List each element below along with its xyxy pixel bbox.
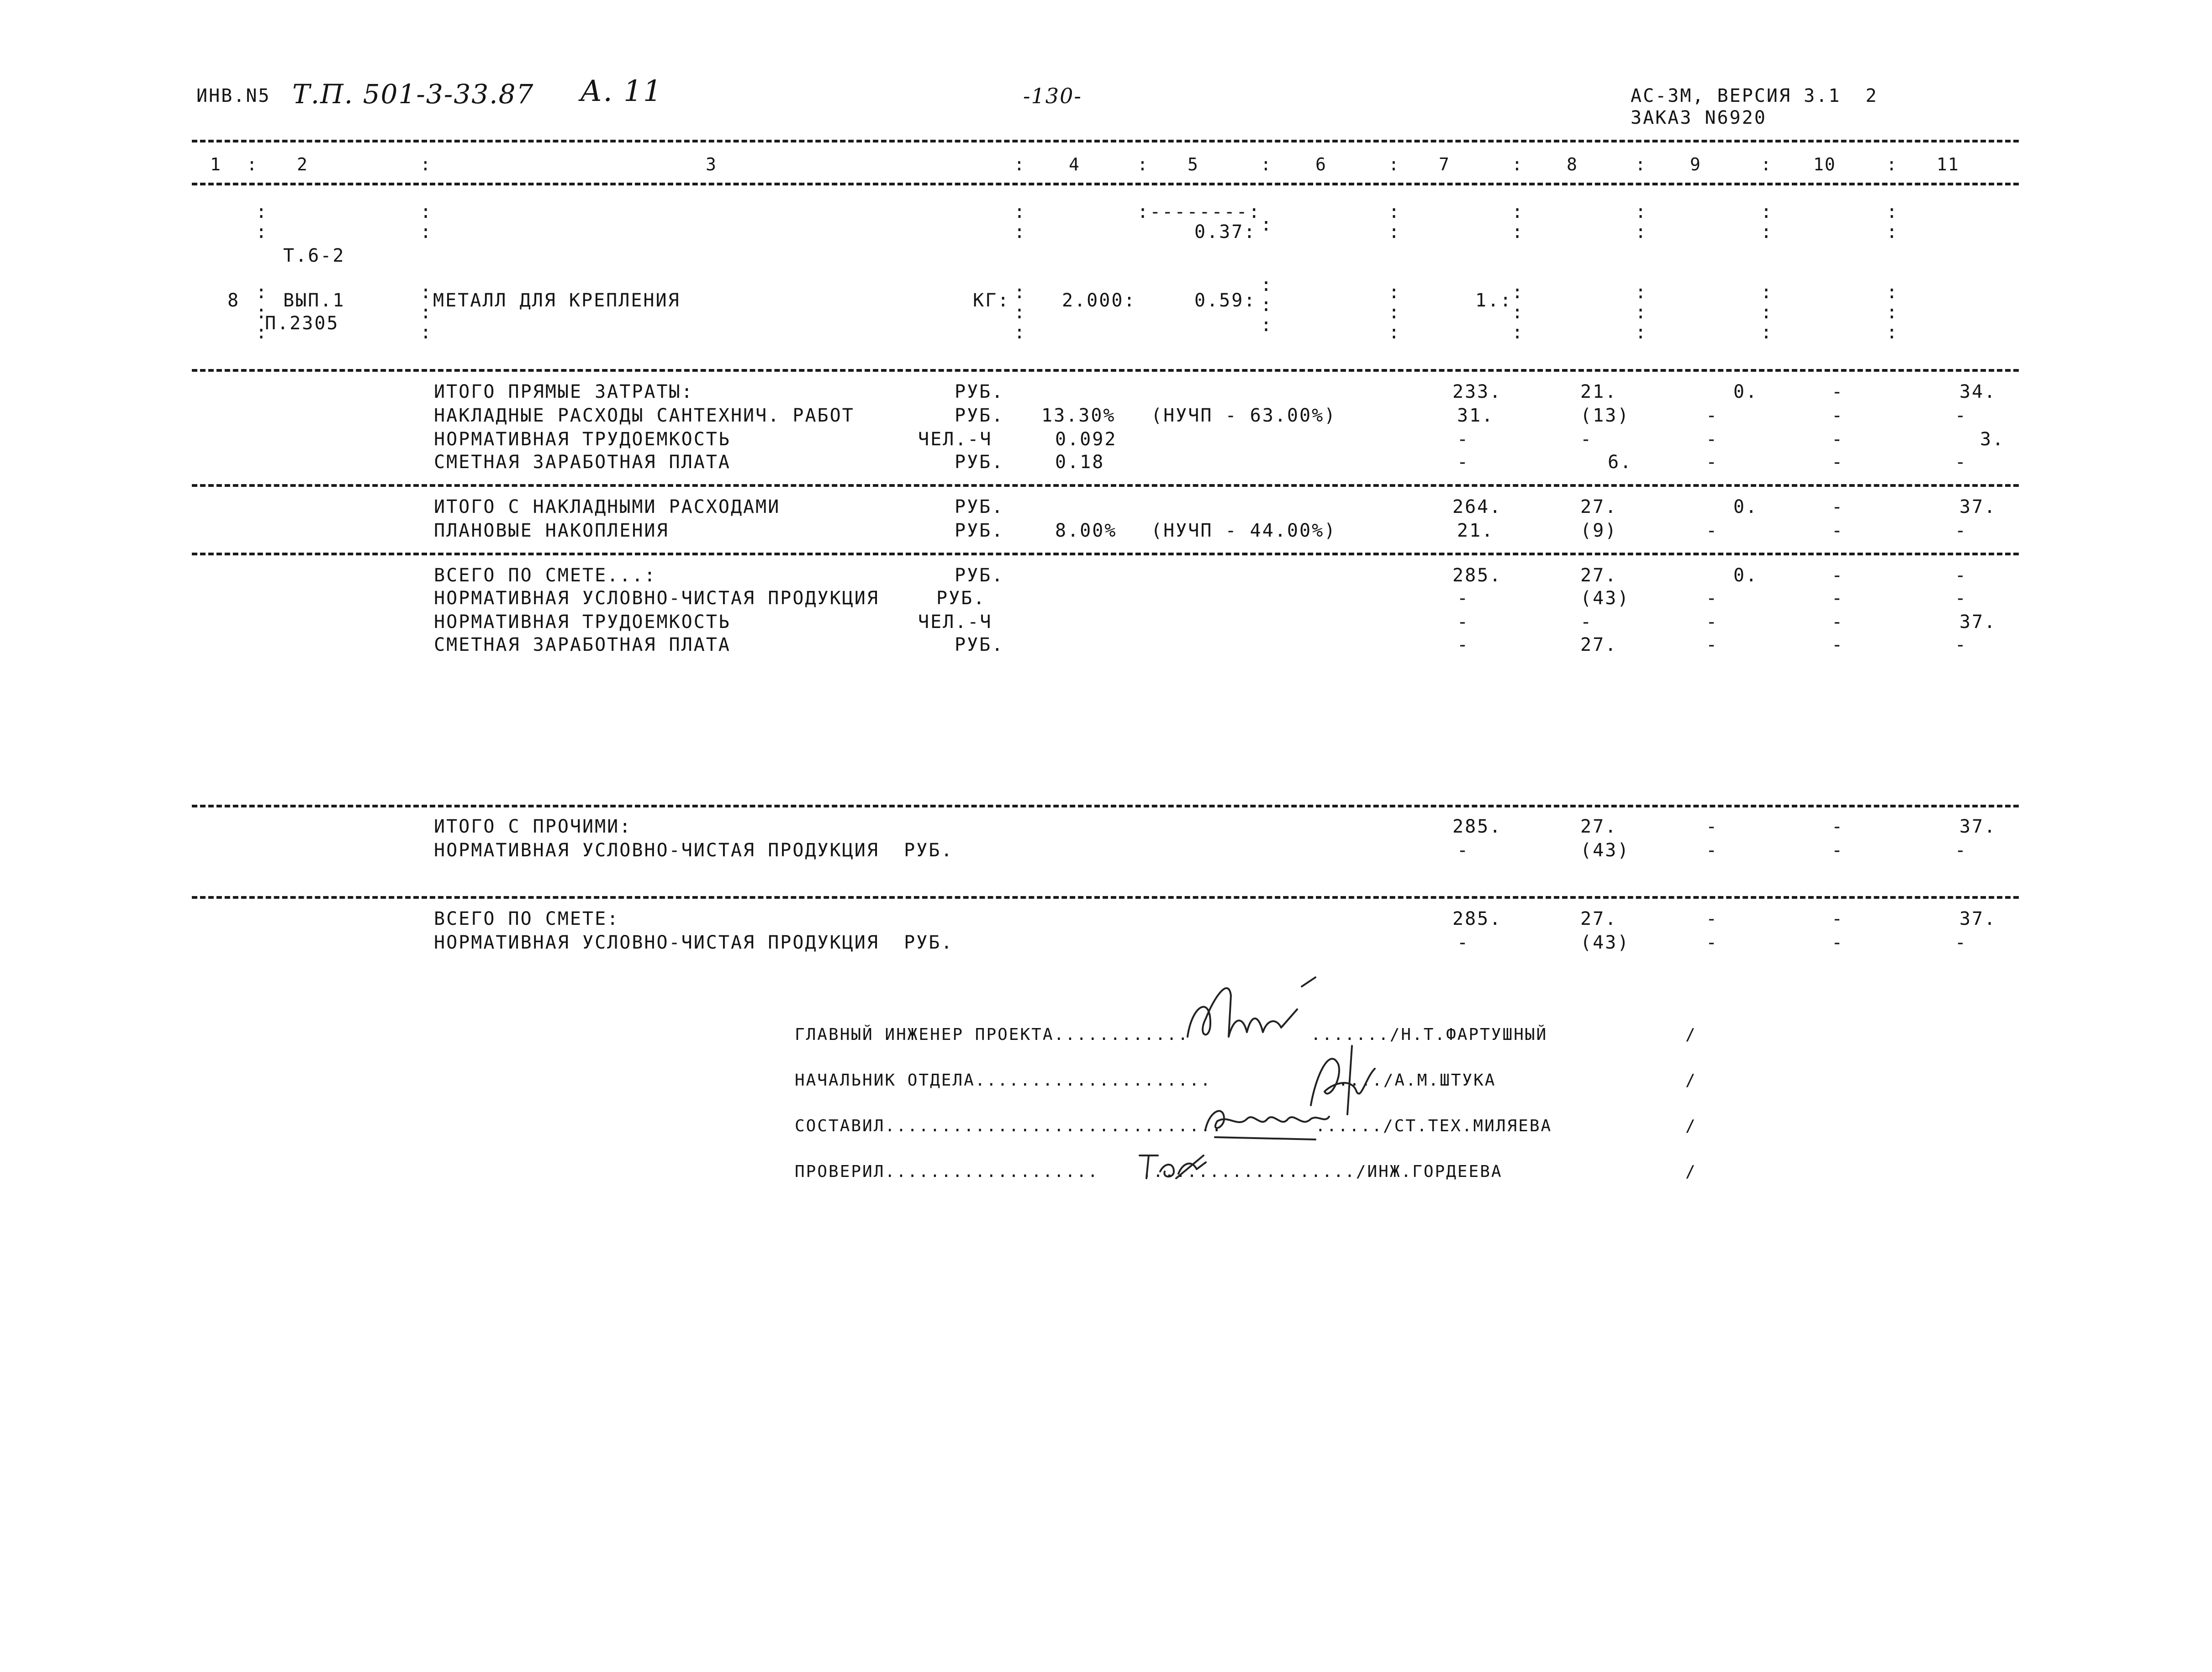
summary-percent: 8.00% (1055, 520, 1117, 541)
summary-c10: - (1832, 932, 1844, 953)
summary-c11: 37. (1959, 908, 1997, 929)
divider (192, 896, 2019, 899)
summary-unit: РУБ. (955, 405, 1004, 426)
item-ref-position: П.2305 (265, 313, 339, 334)
summary-label: ИТОГО С ПРОЧИМИ: (434, 816, 632, 837)
summary-c9: - (1706, 840, 1719, 861)
summary-c9: - (1706, 932, 1719, 953)
summary-label: НОРМАТИВНАЯ ТРУДОЕМКОСТЬ (434, 612, 731, 633)
divider (192, 183, 2019, 185)
summary-c11: - (1955, 520, 1968, 541)
column-header-4: 4 (1069, 154, 1080, 174)
summary-c11: 3. (1980, 429, 2005, 450)
summary-c10: - (1832, 405, 1844, 426)
summary-label: НОРМАТИВНАЯ ТРУДОЕМКОСТЬ (434, 429, 731, 450)
column-header-5: 5 (1188, 154, 1199, 174)
project-code-handwritten: Т.П. 501-3-33.87 (292, 79, 534, 110)
handwritten-signature-compiled-by (1197, 1096, 1334, 1146)
summary-c8: (43) (1580, 840, 1630, 861)
summary-c8: 27. (1580, 565, 1618, 586)
summary-c7: 31. (1457, 405, 1494, 426)
summary-c8: 27. (1580, 908, 1618, 929)
summary-label: НОРМАТИВНАЯ УСЛОВНО-ЧИСТАЯ ПРОДУКЦИЯ РУБ. (434, 932, 954, 953)
summary-c7: 21. (1457, 520, 1494, 541)
column-header-3: 3 (706, 154, 717, 174)
signature-name-compiled-by: ....../СТ.ТЕХ.МИЛЯЕВА (1315, 1117, 1552, 1135)
summary-c7: - (1457, 634, 1470, 655)
price-box-top: :--------: (1137, 201, 1261, 222)
summary-unit: РУБ. (955, 381, 1004, 402)
summary-c11: - (1955, 588, 1968, 609)
order-number: ЗАКАЗ N6920 (1631, 107, 1767, 128)
summary-c7: 285. (1452, 816, 1502, 837)
summary-c9: - (1706, 452, 1719, 473)
summary-unit: РУБ. (936, 588, 986, 609)
column-header-10: 10 (1813, 154, 1836, 174)
summary-value: 0.18 (1055, 452, 1105, 473)
column-header-6: 6 (1315, 154, 1327, 174)
summary-c9: - (1706, 429, 1719, 450)
divider (192, 553, 2019, 555)
summary-label: СМЕТНАЯ ЗАРАБОТНАЯ ПЛАТА (434, 634, 731, 655)
item-quantity: 2.000: (1062, 290, 1136, 311)
summary-c7: - (1457, 932, 1470, 953)
summary-c8: (13) (1580, 405, 1630, 426)
summary-c9: 0. (1733, 565, 1758, 586)
signature-role-department-head: НАЧАЛЬНИК ОТДЕЛА..................... (795, 1071, 1212, 1090)
summary-unit: РУБ. (955, 496, 1004, 517)
summary-c8: (43) (1580, 588, 1630, 609)
item-ref-issue: ВЫП.1 (283, 290, 345, 311)
summary-note: (НУЧП - 63.00%) (1151, 405, 1337, 426)
item-total: 1.: (1475, 290, 1513, 311)
summary-c10: - (1832, 634, 1844, 655)
summary-c9: - (1706, 588, 1719, 609)
summary-c10: - (1832, 565, 1844, 586)
summary-c7: 285. (1452, 565, 1502, 586)
summary-c8: 27. (1580, 496, 1618, 517)
divider (192, 369, 2019, 372)
summary-percent: 13.30% (1041, 405, 1116, 426)
summary-c7: - (1457, 840, 1470, 861)
column-header-7: 7 (1439, 154, 1450, 174)
software-version: АС-3М, ВЕРСИЯ 3.1 2 (1631, 85, 1878, 106)
summary-c8: - (1580, 429, 1593, 450)
summary-label: ИТОГО ПРЯМЫЕ ЗАТРАТЫ: (434, 381, 694, 402)
summary-c11: - (1955, 452, 1968, 473)
signature-name-chief-engineer: ......./Н.Т.ФАРТУШНЫЙ (1311, 1025, 1548, 1044)
summary-c7: - (1457, 429, 1470, 450)
inventory-number: ИНВ.N5 (196, 85, 271, 106)
summary-c11: 34. (1959, 381, 1997, 402)
item-price-a: 0.37: (1194, 222, 1256, 243)
summary-unit: РУБ. (955, 520, 1004, 541)
summary-unit: РУБ. (955, 452, 1004, 473)
summary-c8: 27. (1580, 816, 1618, 837)
summary-c11: - (1955, 634, 1968, 655)
column-header-2: 2 (297, 154, 308, 174)
sheet-mark-handwritten: А. 11 (580, 74, 663, 108)
summary-label: СМЕТНАЯ ЗАРАБОТНАЯ ПЛАТА (434, 452, 731, 473)
summary-c10: - (1832, 381, 1844, 402)
summary-c10: - (1832, 429, 1844, 450)
summary-c7: - (1457, 612, 1470, 633)
column-header-11: 11 (1937, 154, 1959, 174)
summary-c7: 233. (1452, 381, 1502, 402)
summary-c8: 6. (1608, 452, 1633, 473)
summary-value: 0.092 (1055, 429, 1117, 450)
signature-role-chief-engineer: ГЛАВНЫЙ ИНЖЕНЕР ПРОЕКТА............ (795, 1025, 1189, 1044)
summary-c10: - (1832, 520, 1844, 541)
summary-c9: 0. (1733, 381, 1758, 402)
summary-c11: 37. (1959, 612, 1997, 633)
summary-c9: - (1706, 908, 1719, 929)
signature-role-compiled-by: СОСТАВИЛ.............................. (795, 1117, 1223, 1135)
summary-c9: - (1706, 816, 1719, 837)
item-number: 8 (227, 290, 240, 311)
summary-c10: - (1832, 496, 1844, 517)
column-header-1: 1 (210, 154, 222, 174)
summary-c9: - (1706, 520, 1719, 541)
signature-slash: / (1685, 1117, 1697, 1135)
summary-c9: - (1706, 612, 1719, 633)
summary-note: (НУЧП - 44.00%) (1151, 520, 1337, 541)
item-unit: КГ: (973, 290, 1010, 311)
summary-label: ВСЕГО ПО СМЕТЕ...: (434, 565, 657, 586)
summary-c8: - (1580, 612, 1593, 633)
summary-unit: РУБ. (955, 634, 1004, 655)
summary-c10: - (1832, 840, 1844, 861)
summary-label: ПЛАНОВЫЕ НАКОПЛЕНИЯ (434, 520, 669, 541)
summary-c11: 37. (1959, 816, 1997, 837)
summary-label: ВСЕГО ПО СМЕТЕ: (434, 908, 620, 929)
summary-c11: - (1955, 405, 1968, 426)
summary-label: ИТОГО С НАКЛАДНЫМИ РАСХОДАМИ (434, 496, 781, 517)
summary-c10: - (1832, 908, 1844, 929)
summary-c7: - (1457, 588, 1470, 609)
signature-slash: / (1685, 1071, 1697, 1090)
signature-slash: / (1685, 1025, 1697, 1044)
item-name: МЕТАЛЛ ДЛЯ КРЕПЛЕНИЯ (433, 290, 681, 311)
divider (192, 484, 2019, 487)
summary-c9: - (1706, 634, 1719, 655)
summary-c10: - (1832, 612, 1844, 633)
summary-c11: - (1955, 565, 1968, 586)
item-price-b: 0.59: (1194, 290, 1256, 311)
handwritten-signature-checked-by (1133, 1146, 1210, 1183)
signature-name-checked-by: .................../ИНЖ.ГОРДЕЕВА (1142, 1162, 1503, 1181)
summary-c9: - (1706, 405, 1719, 426)
summary-label: НОРМАТИВНАЯ УСЛОВНО-ЧИСТАЯ ПРОДУКЦИЯ (434, 588, 879, 609)
summary-c11: 37. (1959, 496, 1997, 517)
summary-c7: 285. (1452, 908, 1502, 929)
item-ref-table: Т.6-2 (283, 245, 345, 266)
summary-c7: - (1457, 452, 1470, 473)
signature-name-department-head: ..../А.М.ШТУКА (1338, 1071, 1496, 1090)
summary-c10: - (1832, 452, 1844, 473)
summary-label: НАКЛАДНЫЕ РАСХОДЫ САНТЕХНИЧ. РАБОТ (434, 405, 855, 426)
column-header-9: 9 (1690, 154, 1701, 174)
signature-role-checked-by: ПРОВЕРИЛ................... (795, 1162, 1099, 1181)
summary-c8: (43) (1580, 932, 1630, 953)
summary-label: НОРМАТИВНАЯ УСЛОВНО-ЧИСТАЯ ПРОДУКЦИЯ РУБ. (434, 840, 954, 861)
summary-unit: ЧЕЛ.-Ч (918, 612, 992, 633)
summary-c10: - (1832, 816, 1844, 837)
summary-c8: (9) (1580, 520, 1618, 541)
summary-c7: 264. (1452, 496, 1502, 517)
summary-c11: - (1955, 840, 1968, 861)
summary-unit: РУБ. (955, 565, 1004, 586)
summary-c8: 21. (1580, 381, 1618, 402)
divider (192, 805, 2019, 807)
summary-unit: ЧЕЛ.-Ч (918, 429, 992, 450)
page-number: -130- (1023, 84, 1082, 108)
summary-c9: 0. (1733, 496, 1758, 517)
summary-c8: 27. (1580, 634, 1618, 655)
summary-c11: - (1955, 932, 1968, 953)
estimate-sheet: ИНВ.N5 Т.П. 501-3-33.87 А. 11 -130- АС-3М, ВЕРСИЯ 3.1 2 ЗАКАЗ N6920 1 2 3 4 5 6 7 8 9 10 11 : : : : : : : : : : : : : : : : : : : : : : : : : : : : : : : : : : : : : : : : : : : : : : : : : : : : : : :--------: 0.37: Т.6-2 8 ВЫП.1 МЕТАЛЛ ДЛЯ КРЕПЛЕНИЯ КГ: 2.000: 0.59: 1.: П.2305 ИТОГО ПРЯМЫЕ ЗАТРАТЫ: РУБ. 233. 21. 0. - 34. НАКЛАДНЫЕ РАСХОДЫ САНТЕХНИЧ. РАБОТ РУБ. 13.30% (НУЧП - 63.00%) 31. (13) - - - НОРМАТИВНАЯ ТРУДОЕМКОСТЬ ЧЕЛ.-Ч 0.092 - - - - 3. СМЕТНАЯ ЗАРАБОТНАЯ ПЛАТА РУБ. 0.18 - 6. - - - ИТОГО С НАКЛАДНЫМИ РАСХОДАМИ РУБ. 264. 27. 0. - 37. ПЛАНОВЫЕ НАКОПЛЕНИЯ РУБ. 8.00% (НУЧП - 44.00%) 21. (9) - - - ВСЕГО ПО СМЕТЕ...: РУБ. 285. 27. 0. - - НОРМАТИВНАЯ УСЛОВНО-ЧИСТАЯ ПРОДУКЦИЯ РУБ. - (43) - - - НОРМАТИВНАЯ ТРУДОЕМКОСТЬ ЧЕЛ.-Ч - - - - 37. СМЕТНАЯ ЗАРАБОТНАЯ ПЛАТА РУБ. - 27. - - - ИТОГО С ПРОЧИМИ: 285. 27. - - 37. НОРМАТИВНАЯ УСЛОВНО-ЧИСТАЯ ПРОДУКЦИЯ РУБ. - (43) - - - ВСЕГО ПО СМЕТЕ: 285. 27. - - 37. НОРМАТИВНАЯ УСЛОВНО-ЧИСТАЯ ПРОДУКЦИЯ РУБ. - (43) - - - ГЛАВНЫЙ ИНЖЕНЕР ПРОЕКТА............ ......./Н.Т.ФАРТУШНЫЙ / НАЧАЛЬНИК ОТДЕЛА..................... ..../А.М.ШТУКА / СОСТАВИЛ.............................. ....../СТ.ТЕХ.МИЛЯЕВА / ПРОВЕРИЛ................... .................../ИНЖ.ГОРДЕЕВА / (0, 0, 2212, 1672)
signature-slash: / (1685, 1162, 1697, 1181)
divider (192, 140, 2019, 142)
column-header-8: 8 (1567, 154, 1578, 174)
summary-c10: - (1832, 588, 1844, 609)
